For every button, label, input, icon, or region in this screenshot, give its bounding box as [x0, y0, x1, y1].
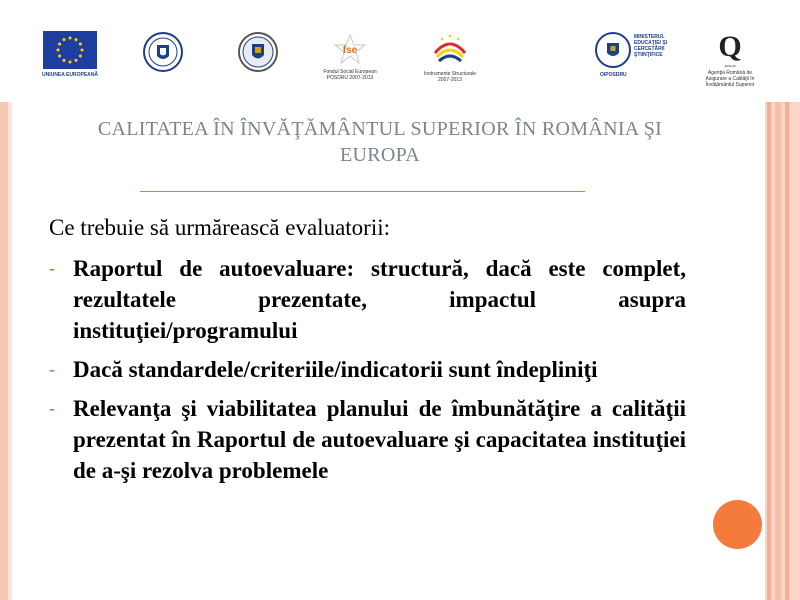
structural-instruments-logo: [420, 33, 480, 83]
bullet-marker: -: [49, 398, 55, 418]
list-item: [49, 253, 686, 346]
si-caption-1: Instrumente Structurale: [424, 71, 476, 77]
bullet-text: Relevanţa şi viabilitatea planului de îmbunătăţire a calităţii prezentat în Raportul de autoevaluare şi capacitatea instituţiei de a-şi rezolva problemele: [73, 396, 686, 483]
structural-instruments-icon: [432, 33, 468, 65]
fse-caption-1: Fondul Social European: [323, 69, 377, 75]
ministry-line-1: MINISTERUL: [634, 34, 665, 40]
ministry-line-4: ŞTIINŢIFICE: [634, 52, 663, 58]
ministry-line-3: CERCETĂRII: [634, 46, 665, 52]
slide-title: CALITATEA ÎN ÎNVĂŢĂMÂNTUL SUPERIOR ÎN ROMÂNIA ŞI EUROPA: [97, 118, 663, 166]
left-stripe-inner: [8, 102, 12, 600]
bullet-text: Raportul de autoevaluare: structură, dacă este complet, rezultatele prezentate, impactul asupra instituţiei/programului: [73, 256, 686, 343]
ministry-crest-icon: [595, 32, 631, 68]
decorative-circle: [713, 500, 762, 549]
ministry-caption: OIPOSDRU: [600, 72, 627, 78]
bullet-list: [49, 253, 686, 494]
fse-caption-2: POSDRU 2007-2013: [326, 75, 374, 81]
left-stripe-outer: [0, 102, 8, 600]
right-stripe-1: [767, 102, 771, 600]
fse-logo: [318, 34, 382, 81]
coat-of-arms-logo: [237, 32, 279, 77]
aracis-caption-1: Agenţia Română de: [707, 70, 753, 76]
fse-star-icon: [332, 34, 368, 64]
bullet-marker: -: [49, 258, 55, 278]
aracis-caption-3: Învăţământul Superior: [705, 82, 755, 88]
list-item: [49, 354, 686, 385]
right-stripe-3: [785, 102, 789, 600]
title-underline: [140, 191, 585, 192]
aracis-q-icon: [715, 30, 745, 70]
ministry-line-2: EDUCAŢIEI ŞI: [634, 40, 668, 46]
aracis-mark: Q: [718, 30, 742, 63]
eu-logo: [40, 31, 100, 78]
right-stripe-2: [775, 102, 781, 600]
aracis-caption-2: Asigurare a Calităţii în: [705, 76, 755, 82]
aracis-logo: [700, 30, 760, 88]
coat-of-arms-icon: [143, 32, 183, 72]
aracis-badge: ARACIS: [724, 64, 736, 68]
eu-flag-icon: [43, 31, 97, 69]
fse-mark: fse: [342, 45, 358, 56]
bullet-text: Dacă standardele/criteriile/indicatorii sunt îndepliniţi: [73, 357, 598, 382]
si-caption-2: 2007-2013: [438, 77, 462, 83]
bullet-marker: -: [49, 359, 55, 379]
list-item: [49, 393, 686, 486]
intro-text: Ce trebuie să urmărească evaluatorii:: [49, 215, 391, 240]
eu-caption: UNIUNEA EUROPEANĂ: [42, 72, 98, 78]
crest-icon: [238, 32, 278, 72]
romanian-government-seal: [142, 32, 184, 77]
